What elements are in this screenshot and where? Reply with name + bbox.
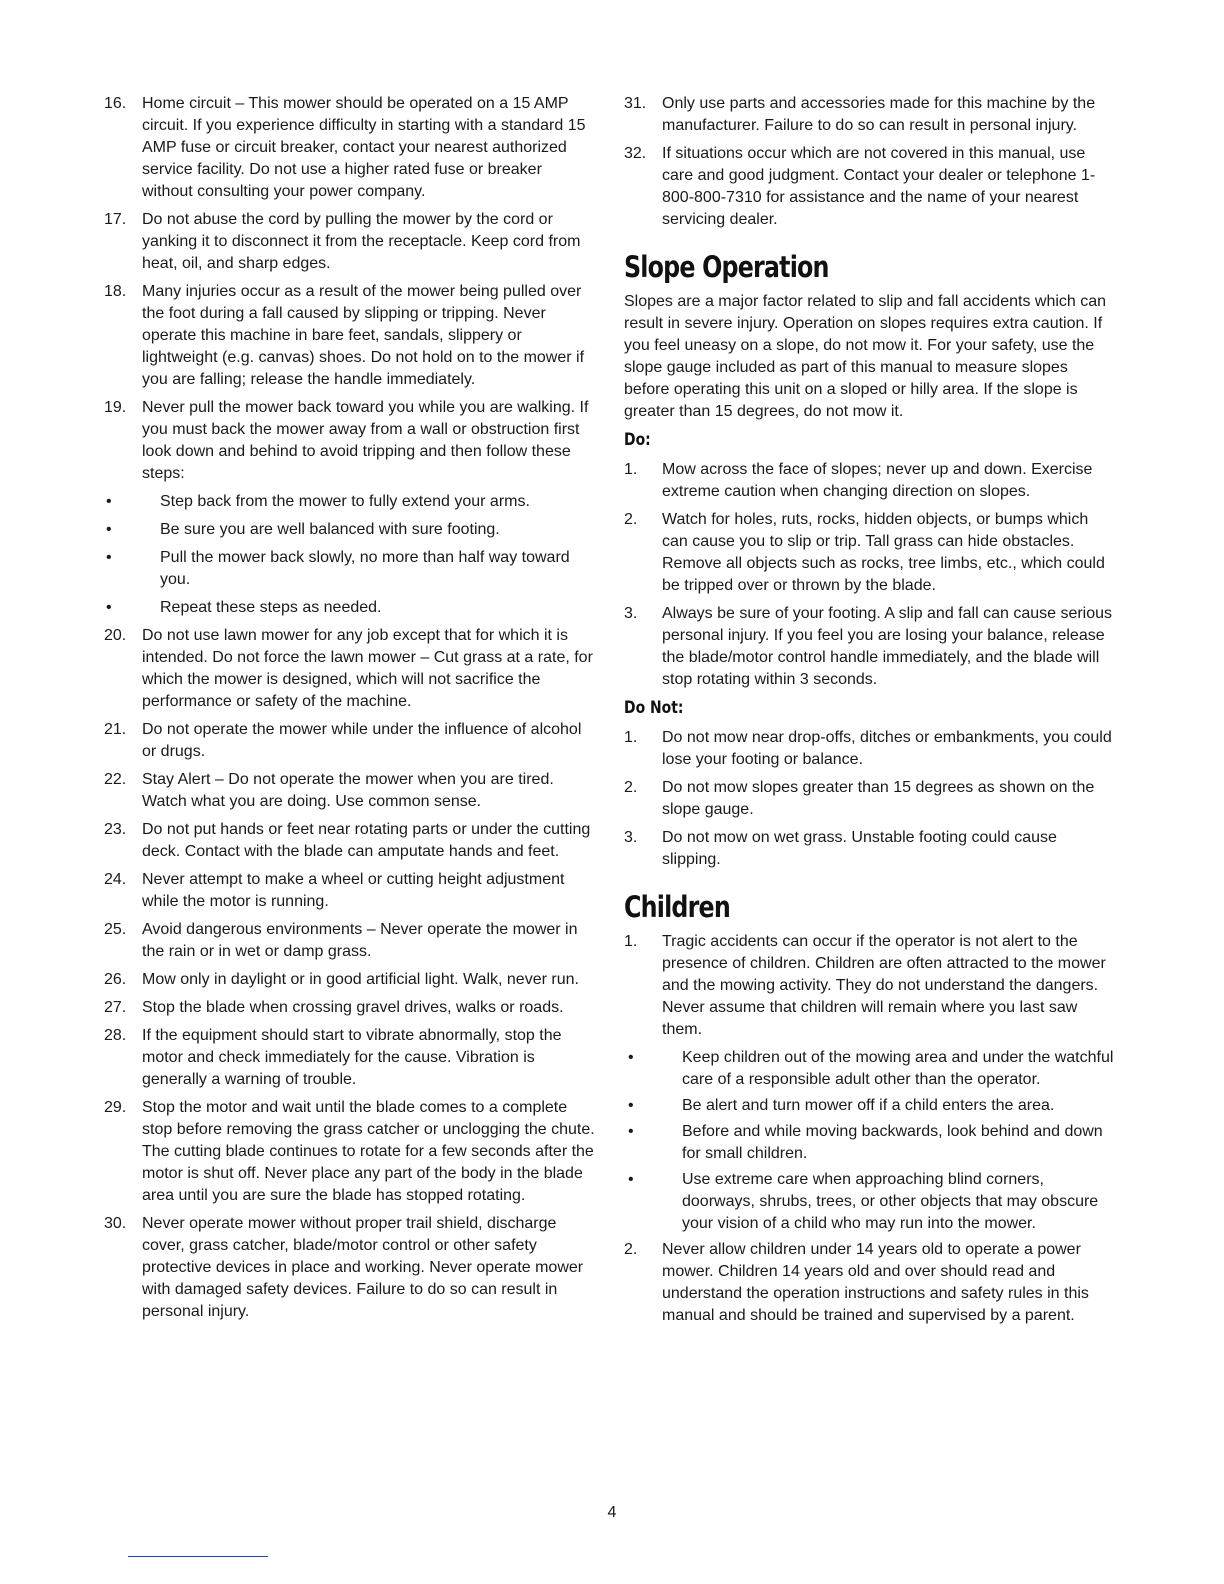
- rule-text: If situations occur which are not covered in this manual, use care and good judgment. Contact your dealer or telephone 1-800-800-7310 for assistance and the name of your nearest servicing dealer.: [662, 145, 1096, 228]
- footer-rule: [128, 1556, 268, 1557]
- safety-rule-25: [104, 919, 596, 963]
- step-bullet: [104, 491, 596, 513]
- step-bullet: [104, 597, 596, 619]
- item-text: Mow across the face of slopes; never up and down. Exercise extreme caution when changing direction on slopes.: [662, 461, 1093, 500]
- bullet-icon: •: [106, 493, 112, 510]
- rule-number: 32.: [624, 145, 647, 162]
- rule-number: 20.: [104, 627, 127, 644]
- safety-rule-30: [104, 1213, 596, 1323]
- do-not-item: [624, 777, 1116, 821]
- rule-number: 26.: [104, 971, 127, 988]
- children-heading: Children: [624, 890, 730, 924]
- item-text: Never allow children under 14 years old to operate a power mower. Children 14 years old and over should read and understand the operation instructions and safety rules in this manual and should be trained and supervised by a parent.: [662, 1241, 1089, 1324]
- item-text: Tragic accidents can occur if the operator is not alert to the presence of children. Children are often attracted to the mower and the mowing activity. They do not understand the dangers. Never assume that children will remain where you last saw them.: [662, 933, 1106, 1038]
- safety-rule-19: [104, 397, 596, 485]
- bullet-text: Keep children out of the mowing area and under the watchful care of a responsible adult other than the operator.: [682, 1049, 1114, 1088]
- children-bullet: [624, 1047, 1116, 1091]
- item-number: 1.: [624, 729, 638, 746]
- bullet-text: Use extreme care when approaching blind corners, doorways, shrubs, trees, or other objects that may obscure your vision of a child who may run into the mower.: [682, 1171, 1099, 1232]
- rule-text: Do not use lawn mower for any job except that for which it is intended. Do not force the lawn mower – Cut grass at a rate, for which the mower is designed, which will not sacrifice the performance or safety of the machine.: [142, 627, 593, 710]
- rule-text: Stop the blade when crossing gravel drives, walks or roads.: [142, 999, 564, 1016]
- rule-number: 19.: [104, 399, 127, 416]
- safety-rule-18: [104, 281, 596, 391]
- bullet-text: Be alert and turn mower off if a child enters the area.: [682, 1097, 1055, 1114]
- left-column: [104, 93, 596, 1329]
- rule-number: 29.: [104, 1099, 127, 1116]
- item-number: 2.: [624, 511, 638, 528]
- safety-rule-23: [104, 819, 596, 863]
- item-text: Always be sure of your footing. A slip and fall can cause serious personal injury. If you feel you are losing your balance, release the blade/motor control handle immediately, and the blade will stop rotating within 3 seconds.: [662, 605, 1113, 688]
- bullet-icon: •: [628, 1049, 634, 1066]
- bullet-icon: •: [106, 521, 112, 538]
- children-bullet: [624, 1095, 1116, 1117]
- rule-text: Do not abuse the cord by pulling the mower by the cord or yanking it to disconnect it from the receptacle. Keep cord from heat, oil, and sharp edges.: [142, 211, 581, 272]
- children-item-2: [624, 1239, 1116, 1327]
- rule-number: 31.: [624, 95, 647, 112]
- safety-rule-20: [104, 625, 596, 713]
- safety-rule-22: [104, 769, 596, 813]
- rule-text: Do not operate the mower while under the influence of alcohol or drugs.: [142, 721, 582, 760]
- rule-text: Never attempt to make a wheel or cutting height adjustment while the motor is running.: [142, 871, 565, 910]
- item-text: Watch for holes, ruts, rocks, hidden objects, or bumps which can cause you to slip or trip. Tall grass can hide obstacles. Remove all objects such as rocks, tree limbs, etc., which could be tripped over or thrown by the blade.: [662, 511, 1105, 594]
- rule-text: Do not put hands or feet near rotating parts or under the cutting deck. Contact with the blade can amputate hands and feet.: [142, 821, 591, 860]
- rule-number: 21.: [104, 721, 127, 738]
- rule-number: 16.: [104, 95, 127, 112]
- item-text: Do not mow slopes greater than 15 degrees as shown on the slope gauge.: [662, 779, 1095, 818]
- rule-number: 22.: [104, 771, 127, 788]
- do-item: [624, 509, 1116, 597]
- safety-rule-31: [624, 93, 1116, 137]
- do-not-subheading: Do Not:: [624, 698, 684, 718]
- rule-text: Stop the motor and wait until the blade comes to a complete stop before removing the grass catcher or unclogging the chute. The cutting blade continues to rotate for a few seconds after the motor is shut off. Never place any part of the body in the blade area until you are sure the blade has stopped rotating.: [142, 1099, 595, 1204]
- rule-number: 18.: [104, 283, 127, 300]
- rule-text: Avoid dangerous environments – Never operate the mower in the rain or in wet or damp grass.: [142, 921, 578, 960]
- item-number: 3.: [624, 605, 638, 622]
- page-number: 4: [607, 1504, 617, 1521]
- bullet-icon: •: [628, 1097, 634, 1114]
- item-text: Do not mow near drop-offs, ditches or embankments, you could lose your footing or balance.: [662, 729, 1112, 768]
- item-number: 2.: [624, 1241, 638, 1258]
- rule-text: Never pull the mower back toward you while you are walking. If you must back the mower away from a wall or obstruction first look down and behind to avoid tripping and then follow these steps:: [142, 399, 589, 482]
- rule-text: Stay Alert – Do not operate the mower when you are tired. Watch what you are doing. Use common sense.: [142, 771, 554, 810]
- rule-number: 24.: [104, 871, 127, 888]
- item-number: 1.: [624, 933, 638, 950]
- item-number: 2.: [624, 779, 638, 796]
- do-item: [624, 603, 1116, 691]
- children-bullet: [624, 1169, 1116, 1235]
- rule-number: 28.: [104, 1027, 127, 1044]
- rule-text: Many injuries occur as a result of the mower being pulled over the foot during a fall caused by slipping or tripping. Never operate this machine in bare feet, sandals, slippery or lightweight (e.g. canvas) shoes. Do not hold on to the mower if you are falling; release the handle immediately.: [142, 283, 585, 388]
- item-number: 3.: [624, 829, 638, 846]
- do-item: [624, 459, 1116, 503]
- bullet-text: Before and while moving backwards, look behind and down for small children.: [682, 1123, 1103, 1162]
- children-item-1: [624, 931, 1116, 1041]
- rule-number: 27.: [104, 999, 127, 1016]
- right-column: [624, 93, 1116, 1333]
- do-not-item: [624, 727, 1116, 771]
- bullet-text: Be sure you are well balanced with sure footing.: [160, 521, 500, 538]
- bullet-icon: •: [106, 549, 112, 566]
- rule-text: Mow only in daylight or in good artificial light. Walk, never run.: [142, 971, 579, 988]
- step-bullet: [104, 547, 596, 591]
- rule-text: Never operate mower without proper trail shield, discharge cover, grass catcher, blade/motor control or other safety protective devices in place and working. Never operate mower with damaged safety devices. Failure to do so can result in personal injury.: [142, 1215, 584, 1320]
- rule-number: 17.: [104, 211, 127, 228]
- bullet-icon: •: [628, 1171, 634, 1188]
- do-not-item: [624, 827, 1116, 871]
- item-text: Do not mow on wet grass. Unstable footing could cause slipping.: [662, 829, 1057, 868]
- bullet-text: Pull the mower back slowly, no more than half way toward you.: [160, 549, 570, 588]
- bullet-icon: •: [628, 1123, 634, 1140]
- safety-rule-16: [104, 93, 596, 203]
- safety-rule-17: [104, 209, 596, 275]
- rule-text: Home circuit – This mower should be operated on a 15 AMP circuit. If you experience difficulty in starting with a standard 15 AMP fuse or circuit breaker, contact your nearest authorized service facility. Do not use a higher rated fuse or breaker without consulting your power company.: [142, 95, 586, 200]
- children-bullet: [624, 1121, 1116, 1165]
- slope-operation-heading: Slope Operation: [624, 250, 829, 284]
- slope-intro-paragraph: Slopes are a major factor related to slip and fall accidents which can result in severe injury. Operation on slopes requires extra caution. If you feel uneasy on a slope, do not mow it. For your safety, use the slope gauge included as part of this manual to measure slopes before operating this unit on a sloped or hilly area. If the slope is greater than 15 degrees, do not mow it.: [624, 293, 1107, 420]
- rule-number: 30.: [104, 1215, 127, 1232]
- bullet-icon: •: [106, 599, 112, 616]
- bullet-text: Repeat these steps as needed.: [160, 599, 382, 616]
- do-subheading: Do:: [624, 430, 651, 450]
- rule-text: If the equipment should start to vibrate abnormally, stop the motor and check immediately for the cause. Vibration is generally a warning of trouble.: [142, 1027, 562, 1088]
- rule-number: 25.: [104, 921, 127, 938]
- safety-rule-26: [104, 969, 596, 991]
- safety-rule-32: [624, 143, 1116, 231]
- safety-rule-24: [104, 869, 596, 913]
- safety-rule-27: [104, 997, 596, 1019]
- safety-rule-29: [104, 1097, 596, 1207]
- rule-number: 23.: [104, 821, 127, 838]
- bullet-text: Step back from the mower to fully extend your arms.: [160, 493, 530, 510]
- rule-text: Only use parts and accessories made for this machine by the manufacturer. Failure to do so can result in personal injury.: [662, 95, 1096, 134]
- safety-rule-28: [104, 1025, 596, 1091]
- safety-rule-21: [104, 719, 596, 763]
- item-number: 1.: [624, 461, 638, 478]
- step-bullet: [104, 519, 596, 541]
